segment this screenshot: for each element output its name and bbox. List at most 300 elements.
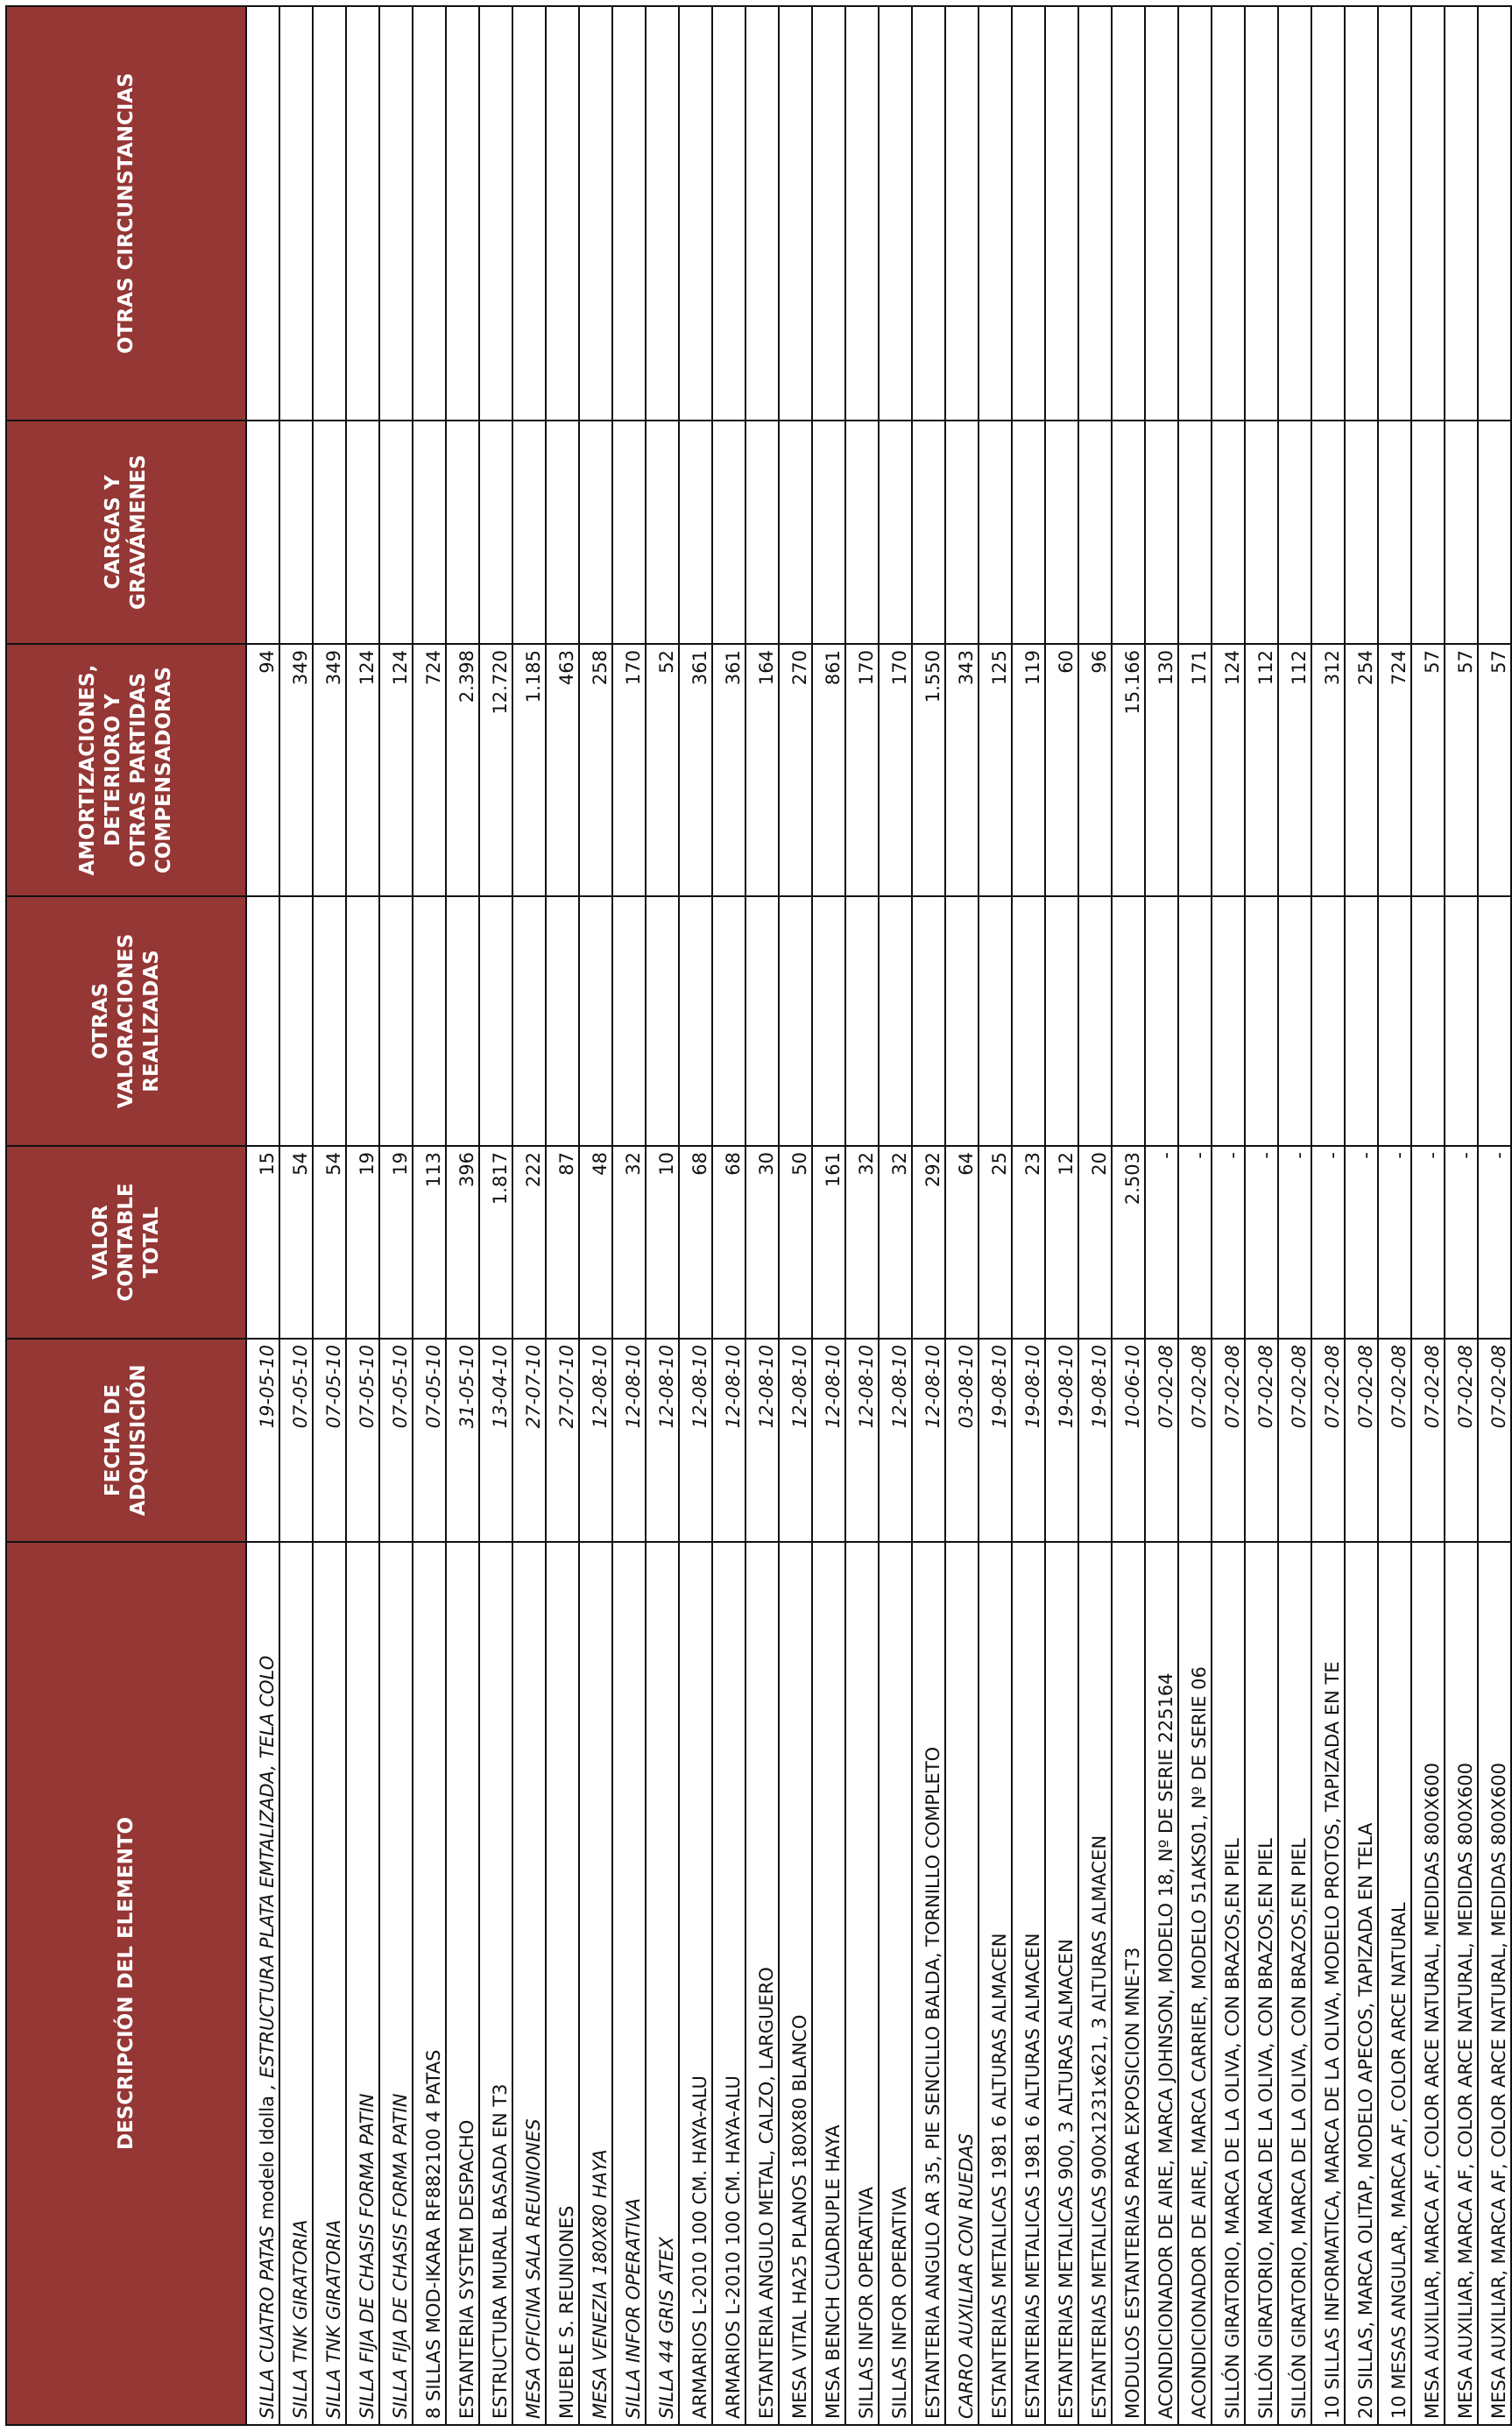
cell-acquisition-date: 12-08-10 <box>679 1339 712 1542</box>
cell-depreciation: 463 <box>546 644 579 896</box>
cell-acquisition-date: 10-06-10 <box>1112 1339 1145 1542</box>
cell-charges <box>912 421 945 644</box>
cell-acquisition-date: 07-02-08 <box>1245 1339 1278 1542</box>
table-row <box>379 6 413 2425</box>
cell-book-value: 20 <box>1078 1146 1112 1339</box>
cell-acquisition-date: 07-02-08 <box>1178 1339 1212 1542</box>
cell-other-circumstances <box>279 6 313 421</box>
cell-book-value: 30 <box>745 1146 779 1339</box>
table-row <box>1478 6 1511 2425</box>
cell-book-value: 15 <box>246 1146 279 1339</box>
table-body <box>246 6 1511 2425</box>
table-row <box>1078 6 1112 2425</box>
cell-description: SILLA INFOR OPERATIVA <box>612 1542 646 2425</box>
cell-depreciation: 343 <box>945 644 979 896</box>
cell-acquisition-date: 12-08-10 <box>612 1339 646 1542</box>
cell-charges <box>279 421 313 644</box>
cell-depreciation: 124 <box>379 644 413 896</box>
cell-acquisition-date: 19-08-10 <box>979 1339 1012 1542</box>
table-row <box>1245 6 1278 2425</box>
cell-description: SILLÓN GIRATORIO, MARCA DE LA OLIVA, CON BRAZOS,EN PIEL <box>1245 1542 1278 2425</box>
cell-other-valuations <box>1411 896 1445 1146</box>
cell-description: ARMARIOS L-2010 100 CM. HAYA-ALU <box>679 1542 712 2425</box>
cell-charges <box>1478 421 1511 644</box>
cell-depreciation: 57 <box>1478 644 1511 896</box>
cell-other-circumstances <box>646 6 679 421</box>
table-row <box>1212 6 1245 2425</box>
cell-acquisition-date: 19-05-10 <box>246 1339 279 1542</box>
cell-other-circumstances <box>346 6 379 421</box>
cell-acquisition-date: 19-08-10 <box>1045 1339 1078 1542</box>
cell-acquisition-date: 07-02-08 <box>1445 1339 1478 1542</box>
cell-other-circumstances <box>1012 6 1045 421</box>
cell-book-value: 161 <box>812 1146 845 1339</box>
cell-other-circumstances <box>1311 6 1345 421</box>
cell-acquisition-date: 07-02-08 <box>1378 1339 1411 1542</box>
cell-other-valuations <box>246 896 279 1146</box>
cell-other-valuations <box>346 896 379 1146</box>
cell-book-value: 10 <box>646 1146 679 1339</box>
cell-other-circumstances <box>479 6 512 421</box>
cell-book-value: 222 <box>512 1146 546 1339</box>
table-row <box>446 6 479 2425</box>
cell-other-valuations <box>313 896 346 1146</box>
cell-depreciation: 270 <box>779 644 812 896</box>
cell-other-circumstances <box>712 6 745 421</box>
cell-description: ESTRUCTURA MURAL BASADA EN T3 <box>479 1542 512 2425</box>
cell-description: SILLAS INFOR OPERATIVA <box>845 1542 879 2425</box>
cell-acquisition-date: 12-08-10 <box>912 1339 945 1542</box>
cell-charges <box>546 421 579 644</box>
cell-charges <box>1378 421 1411 644</box>
cell-book-value: 32 <box>879 1146 912 1339</box>
cell-other-valuations <box>479 896 512 1146</box>
cell-other-valuations <box>446 896 479 1146</box>
cell-book-value: - <box>1345 1146 1378 1339</box>
cell-book-value: 32 <box>845 1146 879 1339</box>
cell-charges <box>1178 421 1212 644</box>
cell-depreciation: 170 <box>845 644 879 896</box>
cell-book-value: 396 <box>446 1146 479 1339</box>
cell-acquisition-date: 31-05-10 <box>446 1339 479 1542</box>
cell-book-value: - <box>1212 1146 1245 1339</box>
cell-other-circumstances <box>745 6 779 421</box>
cell-depreciation: 1.185 <box>512 644 546 896</box>
cell-charges <box>1145 421 1178 644</box>
table-row <box>979 6 1012 2425</box>
cell-book-value: 68 <box>712 1146 745 1339</box>
cell-acquisition-date: 12-08-10 <box>579 1339 612 1542</box>
cell-depreciation: 724 <box>1378 644 1411 896</box>
cell-book-value: - <box>1145 1146 1178 1339</box>
cell-other-valuations <box>1278 896 1311 1146</box>
cell-other-valuations <box>1345 896 1378 1146</box>
cell-description: 8 SILLAS MOD-IKARA RF882100 4 PATAS <box>413 1542 446 2425</box>
cell-acquisition-date: 07-05-10 <box>313 1339 346 1542</box>
cell-other-valuations <box>413 896 446 1146</box>
cell-other-circumstances <box>1212 6 1245 421</box>
cell-charges <box>346 421 379 644</box>
cell-description: SILLA FIJA DE CHASIS FORMA PATIN <box>346 1542 379 2425</box>
header-other-valuations: OTRAS VALORACIONES REALIZADAS <box>6 896 246 1146</box>
cell-charges <box>845 421 879 644</box>
cell-depreciation: 254 <box>1345 644 1378 896</box>
cell-other-circumstances <box>1178 6 1212 421</box>
cell-acquisition-date: 12-08-10 <box>712 1339 745 1542</box>
header-acquisition-date: FECHA DE ADQUISICIÓN <box>6 1339 246 1542</box>
cell-other-circumstances <box>1478 6 1511 421</box>
cell-charges <box>646 421 679 644</box>
cell-depreciation: 349 <box>313 644 346 896</box>
cell-acquisition-date: 07-05-10 <box>413 1339 446 1542</box>
cell-description: 10 SILLAS INFORMATICA, MARCA DE LA OLIVA, MODELO PROTOS, TAPIZADA EN TE <box>1311 1542 1345 2425</box>
header-other-circumstances: OTRAS CIRCUNSTANCIAS <box>6 6 246 421</box>
cell-description: MODULOS ESTANTERIAS PARA EXPOSICION MNE-T3 <box>1112 1542 1145 2425</box>
cell-book-value: 64 <box>945 1146 979 1339</box>
cell-acquisition-date: 07-05-10 <box>279 1339 313 1542</box>
cell-book-value: - <box>1178 1146 1212 1339</box>
cell-other-valuations <box>912 896 945 1146</box>
cell-other-circumstances <box>1278 6 1311 421</box>
cell-charges <box>1212 421 1245 644</box>
cell-book-value: 48 <box>579 1146 612 1339</box>
cell-book-value: 113 <box>413 1146 446 1339</box>
table-row <box>413 6 446 2425</box>
cell-other-circumstances <box>679 6 712 421</box>
inventory-table <box>5 5 1512 2426</box>
cell-charges <box>1445 421 1478 644</box>
cell-other-valuations <box>979 896 1012 1146</box>
cell-other-valuations <box>712 896 745 1146</box>
header-description: DESCRIPCIÓN DEL ELEMENTO <box>6 1542 246 2425</box>
cell-charges <box>479 421 512 644</box>
table-row <box>612 6 646 2425</box>
header-book-value: VALOR CONTABLE TOTAL <box>6 1146 246 1339</box>
cell-charges <box>1045 421 1078 644</box>
cell-charges <box>379 421 413 644</box>
cell-other-circumstances <box>1145 6 1178 421</box>
table-row <box>346 6 379 2425</box>
cell-book-value: 19 <box>346 1146 379 1339</box>
cell-other-circumstances <box>945 6 979 421</box>
cell-acquisition-date: 07-02-08 <box>1145 1339 1178 1542</box>
cell-other-valuations <box>1078 896 1112 1146</box>
cell-description: MESA AUXILIAR, MARCA AF, COLOR ARCE NATURAL, MEDIDAS 800X600 <box>1445 1542 1478 2425</box>
cell-acquisition-date: 07-02-08 <box>1311 1339 1345 1542</box>
cell-depreciation: 15.166 <box>1112 644 1145 896</box>
cell-depreciation: 130 <box>1145 644 1178 896</box>
cell-charges <box>779 421 812 644</box>
table-row <box>912 6 945 2425</box>
cell-charges <box>1278 421 1311 644</box>
cell-acquisition-date: 03-08-10 <box>945 1339 979 1542</box>
cell-depreciation: 60 <box>1045 644 1078 896</box>
cell-other-circumstances <box>1245 6 1278 421</box>
cell-depreciation: 112 <box>1278 644 1311 896</box>
cell-depreciation: 349 <box>279 644 313 896</box>
cell-depreciation: 258 <box>579 644 612 896</box>
table-row <box>1345 6 1378 2425</box>
cell-other-circumstances <box>1345 6 1378 421</box>
cell-description: MESA OFICINA SALA REUNIONES <box>512 1542 546 2425</box>
cell-charges <box>612 421 646 644</box>
cell-charges <box>1078 421 1112 644</box>
header-charges: CARGAS Y GRAVÁMENES <box>6 421 246 644</box>
cell-acquisition-date: 12-08-10 <box>745 1339 779 1542</box>
table-row <box>779 6 812 2425</box>
cell-book-value: 54 <box>279 1146 313 1339</box>
cell-book-value: 292 <box>912 1146 945 1339</box>
cell-depreciation: 361 <box>679 644 712 896</box>
cell-book-value: - <box>1245 1146 1278 1339</box>
cell-other-circumstances <box>612 6 646 421</box>
table-row <box>945 6 979 2425</box>
cell-description: 10 MESAS ANGULAR, MARCA AF, COLOR ARCE NATURAL <box>1378 1542 1411 2425</box>
table-row <box>1178 6 1212 2425</box>
cell-charges <box>246 421 279 644</box>
cell-other-valuations <box>1245 896 1278 1146</box>
table-row <box>679 6 712 2425</box>
cell-depreciation: 119 <box>1012 644 1045 896</box>
cell-charges <box>679 421 712 644</box>
cell-depreciation: 361 <box>712 644 745 896</box>
cell-book-value: 54 <box>313 1146 346 1339</box>
cell-other-circumstances <box>546 6 579 421</box>
cell-other-circumstances <box>1045 6 1078 421</box>
cell-depreciation: 724 <box>413 644 446 896</box>
cell-depreciation: 52 <box>646 644 679 896</box>
table-row <box>279 6 313 2425</box>
cell-book-value: 12 <box>1045 1146 1078 1339</box>
cell-description: ACONDICIONADOR DE AIRE, MARCA JOHNSON, MODELO 18, Nº DE SERIE 225164 <box>1145 1542 1178 2425</box>
table-row <box>845 6 879 2425</box>
cell-charges <box>512 421 546 644</box>
cell-other-circumstances <box>579 6 612 421</box>
cell-other-valuations <box>1445 896 1478 1146</box>
table-row <box>1012 6 1045 2425</box>
cell-book-value: - <box>1445 1146 1478 1339</box>
cell-other-valuations <box>279 896 313 1146</box>
cell-other-valuations <box>745 896 779 1146</box>
cell-other-valuations <box>812 896 845 1146</box>
cell-charges <box>945 421 979 644</box>
cell-charges <box>579 421 612 644</box>
cell-charges <box>979 421 1012 644</box>
cell-book-value: - <box>1311 1146 1345 1339</box>
cell-other-circumstances <box>979 6 1012 421</box>
cell-charges <box>1112 421 1145 644</box>
cell-other-circumstances <box>912 6 945 421</box>
cell-other-valuations <box>512 896 546 1146</box>
cell-description: MESA BENCH CUADRUPLE HAYA <box>812 1542 845 2425</box>
cell-acquisition-date: 19-08-10 <box>1012 1339 1045 1542</box>
cell-charges <box>1345 421 1378 644</box>
cell-charges <box>413 421 446 644</box>
cell-description: MESA AUXILIAR, MARCA AF, COLOR ARCE NATURAL, MEDIDAS 800X600 <box>1411 1542 1445 2425</box>
cell-book-value: 2.503 <box>1112 1146 1145 1339</box>
cell-depreciation: 164 <box>745 644 779 896</box>
cell-acquisition-date: 27-07-10 <box>546 1339 579 1542</box>
cell-depreciation: 125 <box>979 644 1012 896</box>
table-row <box>812 6 845 2425</box>
cell-other-circumstances <box>1378 6 1411 421</box>
cell-charges <box>1411 421 1445 644</box>
cell-other-circumstances <box>413 6 446 421</box>
cell-book-value: - <box>1478 1146 1511 1339</box>
cell-description: MUEBLE S. REUNIONES <box>546 1542 579 2425</box>
cell-other-valuations <box>1145 896 1178 1146</box>
cell-book-value: - <box>1278 1146 1311 1339</box>
cell-depreciation: 170 <box>612 644 646 896</box>
cell-description: ARMARIOS L-2010 100 CM. HAYA-ALU <box>712 1542 745 2425</box>
table-row <box>1445 6 1478 2425</box>
cell-depreciation: 312 <box>1311 644 1345 896</box>
cell-acquisition-date: 07-05-10 <box>379 1339 413 1542</box>
cell-description: ESTANTERIA ANGULO METAL, CALZO, LARGUERO <box>745 1542 779 2425</box>
cell-charges <box>812 421 845 644</box>
table-row <box>246 6 279 2425</box>
cell-depreciation: 124 <box>1212 644 1245 896</box>
cell-other-valuations <box>1378 896 1411 1146</box>
cell-acquisition-date: 12-08-10 <box>646 1339 679 1542</box>
cell-acquisition-date: 13-04-10 <box>479 1339 512 1542</box>
cell-charges <box>1311 421 1345 644</box>
cell-depreciation: 57 <box>1411 644 1445 896</box>
cell-depreciation: 96 <box>1078 644 1112 896</box>
cell-book-value: 32 <box>612 1146 646 1339</box>
table-row <box>479 6 512 2425</box>
cell-description: MESA VITAL HA25 PLANOS 180X80 BLANCO <box>779 1542 812 2425</box>
cell-description: SILLA 44 GRIS ATEX <box>646 1542 679 2425</box>
table-row <box>879 6 912 2425</box>
cell-description: MESA AUXILIAR, MARCA AF, COLOR ARCE NATURAL, MEDIDAS 800X600 <box>1478 1542 1511 2425</box>
cell-acquisition-date: 27-07-10 <box>512 1339 546 1542</box>
table-row <box>1045 6 1078 2425</box>
cell-other-circumstances <box>446 6 479 421</box>
cell-description: SILLA FIJA DE CHASIS FORMA PATIN <box>379 1542 413 2425</box>
cell-description: CARRO AUXILIAR CON RUEDAS <box>945 1542 979 2425</box>
cell-other-valuations <box>945 896 979 1146</box>
header-depreciation: AMORTIZACIONES, DETERIORO Y OTRAS PARTIDAS COMPENSADORAS <box>6 644 246 896</box>
cell-other-circumstances <box>379 6 413 421</box>
table-row <box>546 6 579 2425</box>
cell-other-valuations <box>1311 896 1345 1146</box>
cell-description: SILLAS INFOR OPERATIVA <box>879 1542 912 2425</box>
cell-book-value: 23 <box>1012 1146 1045 1339</box>
cell-acquisition-date: 12-08-10 <box>845 1339 879 1542</box>
cell-description: MESA VENEZIA 180X80 HAYA <box>579 1542 612 2425</box>
cell-other-valuations <box>1045 896 1078 1146</box>
cell-charges <box>879 421 912 644</box>
cell-other-circumstances <box>1445 6 1478 421</box>
table-row <box>1311 6 1345 2425</box>
table-row <box>579 6 612 2425</box>
cell-description: SILLA TNK GIRATORIA <box>313 1542 346 2425</box>
cell-charges <box>1245 421 1278 644</box>
cell-book-value: 1.817 <box>479 1146 512 1339</box>
table-row <box>1112 6 1145 2425</box>
cell-acquisition-date: 07-05-10 <box>346 1339 379 1542</box>
cell-depreciation: 12.720 <box>479 644 512 896</box>
cell-description: ESTANTERIAS METALICAS 1981 6 ALTURAS ALMACEN <box>1012 1542 1045 2425</box>
cell-other-circumstances <box>512 6 546 421</box>
table-row <box>1378 6 1411 2425</box>
table-row <box>745 6 779 2425</box>
cell-other-circumstances <box>812 6 845 421</box>
cell-description: ESTANTERIAS METALICAS 900, 3 ALTURAS ALMACEN <box>1045 1542 1078 2425</box>
cell-depreciation: 124 <box>346 644 379 896</box>
cell-charges <box>446 421 479 644</box>
table-row <box>1411 6 1445 2425</box>
cell-other-circumstances <box>879 6 912 421</box>
cell-charges <box>1012 421 1045 644</box>
cell-other-circumstances <box>246 6 279 421</box>
cell-depreciation: 2.398 <box>446 644 479 896</box>
cell-book-value: - <box>1411 1146 1445 1339</box>
cell-acquisition-date: 12-08-10 <box>812 1339 845 1542</box>
cell-acquisition-date: 07-02-08 <box>1212 1339 1245 1542</box>
cell-acquisition-date: 12-08-10 <box>879 1339 912 1542</box>
cell-acquisition-date: 19-08-10 <box>1078 1339 1112 1542</box>
cell-other-valuations <box>1212 896 1245 1146</box>
cell-description: ESTANTERIA ANGULO AR 35, PIE SENCILLO BALDA, TORNILLO COMPLETO <box>912 1542 945 2425</box>
cell-other-circumstances <box>845 6 879 421</box>
cell-description: SILLÓN GIRATORIO, MARCA DE LA OLIVA, CON BRAZOS,EN PIEL <box>1212 1542 1245 2425</box>
cell-other-valuations <box>579 896 612 1146</box>
cell-book-value: - <box>1378 1146 1411 1339</box>
cell-book-value: 19 <box>379 1146 413 1339</box>
table-row <box>512 6 546 2425</box>
cell-other-circumstances <box>1411 6 1445 421</box>
cell-description: 20 SILLAS, MARCA OLITAP, MODELO APECOS, TAPIZADA EN TELA <box>1345 1542 1378 2425</box>
cell-other-valuations <box>1012 896 1045 1146</box>
cell-other-valuations <box>679 896 712 1146</box>
cell-description: ACONDICIONADOR DE AIRE, MARCA CARRIER, MODELO 51AKS01, Nº DE SERIE 06 <box>1178 1542 1212 2425</box>
cell-other-circumstances <box>779 6 812 421</box>
cell-description: ESTANTERIAS METALICAS 1981 6 ALTURAS ALMACEN <box>979 1542 1012 2425</box>
cell-depreciation: 57 <box>1445 644 1478 896</box>
cell-other-valuations <box>1178 896 1212 1146</box>
cell-description: ESTANTERIA SYSTEM DESPACHO <box>446 1542 479 2425</box>
cell-book-value: 68 <box>679 1146 712 1339</box>
cell-depreciation: 861 <box>812 644 845 896</box>
cell-other-valuations <box>779 896 812 1146</box>
cell-depreciation: 171 <box>1178 644 1212 896</box>
cell-description: SILLA CUATRO PATAS modelo Idolla , ESTRUCTURA PLATA EMTALIZADA, TELA COLO <box>246 1542 279 2425</box>
cell-other-valuations <box>1478 896 1511 1146</box>
cell-charges <box>313 421 346 644</box>
table-row <box>712 6 745 2425</box>
table-row <box>1278 6 1311 2425</box>
cell-depreciation: 94 <box>246 644 279 896</box>
cell-other-valuations <box>1112 896 1145 1146</box>
table-row <box>646 6 679 2425</box>
cell-depreciation: 1.550 <box>912 644 945 896</box>
cell-acquisition-date: 12-08-10 <box>779 1339 812 1542</box>
cell-other-valuations <box>612 896 646 1146</box>
cell-depreciation: 112 <box>1245 644 1278 896</box>
cell-book-value: 50 <box>779 1146 812 1339</box>
cell-other-valuations <box>546 896 579 1146</box>
cell-acquisition-date: 07-02-08 <box>1278 1339 1311 1542</box>
cell-depreciation: 170 <box>879 644 912 896</box>
cell-description: SILLÓN GIRATORIO, MARCA DE LA OLIVA, CON BRAZOS,EN PIEL <box>1278 1542 1311 2425</box>
cell-other-circumstances <box>1112 6 1145 421</box>
cell-other-circumstances <box>313 6 346 421</box>
cell-acquisition-date: 07-02-08 <box>1411 1339 1445 1542</box>
cell-other-valuations <box>646 896 679 1146</box>
cell-other-valuations <box>879 896 912 1146</box>
